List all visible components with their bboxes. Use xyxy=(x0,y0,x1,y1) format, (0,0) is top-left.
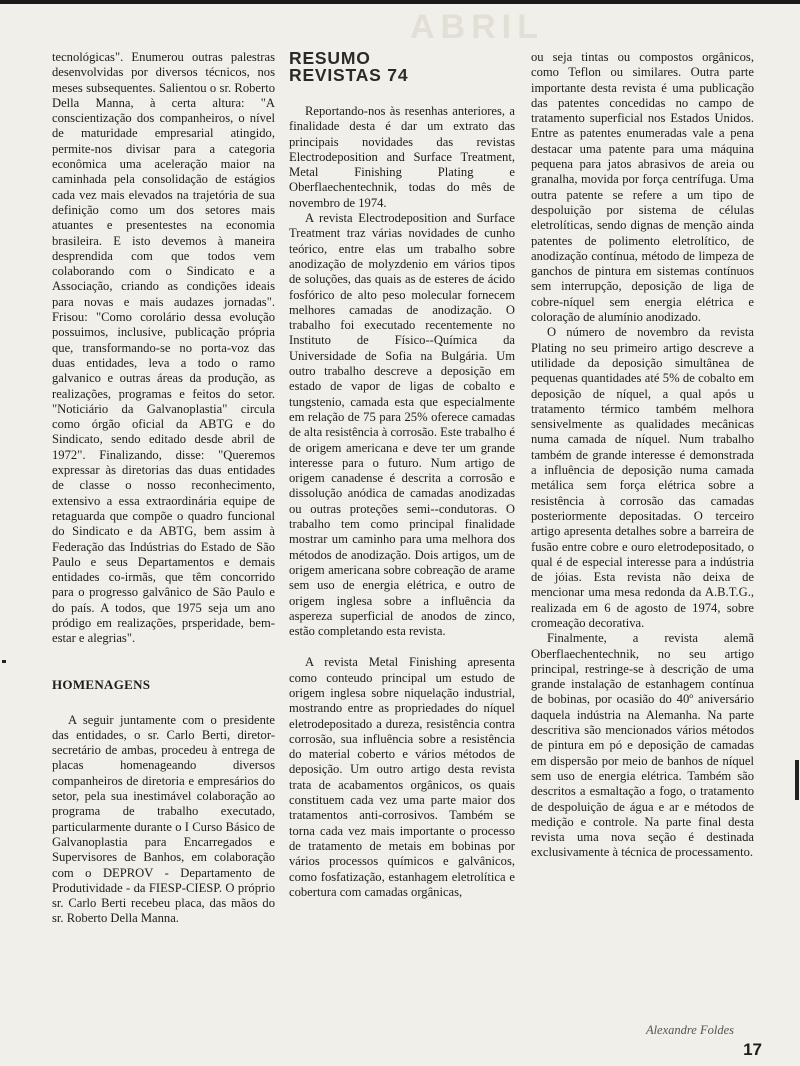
paragraph-metal-finishing: A revista Metal Finishing apresenta como conteudo principal um estudo de origem inglesa sobre niquelação industrial, mostrando entre as propriedades do níquel eletrodepositado a dureza, resistência contra corrosão, sua influência sobre a resistência do material coberto e vários métodos de deposição. Um outro artigo desta revista trata de acabamentos orgânicos, os quais constituem cada vez uma parte maior dos tratamentos anti-corrosivos. Também se torna cada vez mais importante o processo de tratamento de metais em bobinas por vários processos químicos e galvânicos, como fosfatização, estanhagem eletrolítica e cobertura com camadas orgânicas, xyxy=(289,655,515,899)
paragraph-plating: O número de novembro da revista Plating no seu primeiro artigo descreve a utilidade da deposição simultânea de pequenas quantidades até 5% de cobalto em deposição de níquel, a qual após u tratamento térmico também melhora sensivelmente as qualidades mecânicas numa camada de níquel. Num trabalho também de grande interesse é demonstrada a influência de deposição numa camada metálica sem força elétrica sobre a resistência à corrosão das camadas posteriormente depositadas. O terceiro artigo apresenta detalhes sobre a barreira de fusão entre cobre e ouro eletrodepositado, o qual é de especial interesse para a indústria de jóias. Esta revista não deixa de mencionar uma mesa redonda da A.B.T.G., realizada em 6 de agosto de 1974, sobre cromeação decorativa. xyxy=(531,325,754,630)
paragraph-patents: ou seja tintas ou compostos orgânicos, como Teflon ou similares. Outra parte importante desta revista é uma publicação das patentes concedidas no campo de tratamento superficial nos Estados Unidos. Entre as patentes enumeradas vale a pena destacar uma patente para uma máquina pequena para jatos abrasivos de areia ou granalha, movida por força centrífuga. Uma outra patente se refere a um tipo de despoluição por sistema de células eletrolíticas, sendo dignas de menção ainda patentes de polimento eletrolítico, de anodização contínua, método de limpeza de ganchos de pintura em sistemas contínuos sem interrupção, deposição de liga de cobre-níquel sem energia elétrica e coloração de alumínio anodizado. xyxy=(531,50,754,325)
paragraph-electrodeposition: A revista Electrodeposition and Surface Treatment traz várias novidades de cunho teórico, entre elas um trabalho sobre anodização de molyzdenio em vários tipos de soluções, das quais as de esteres de ácido fosfórico de alto peso molecular fornecem melhores camadas de anodização. O trabalho foi executado recentemente no Instituto de Físico--Química da Universidade de Sofia na Bulgária. Um outro trabalho descreve a deposição em estado de vapor de ligas de cobalto e tungstenio, camada esta que especialmente em relação de 75 para 25% oferece camadas de alta resistência à corrosão. Este trabalho é de origem americana e deve ter um grande interesse para o futuro. Num artigo de origem canadense é descrita a corrosão e dissolução anódica de camadas anodizadas ou outras proteções semi--condutoras. O trabalho tem como principal finalidade mostrar um caminho para uma melhora dos métodos de anodização. Dois artigos, um de origem americana sobre cobreação de arame sem uso de energia elétrica, e outro de origem inglesa sobre a influência da aspereza superficial de anodos de zinco, estão completando esta revista. xyxy=(289,211,515,639)
paragraph-intro: Reportando-nos às resenhas anteriores, a finalidade desta é dar um extrato das principais novidades das revistas Electrodeposition and Surface Treatment, Metal Finishing Plating e Oberflaechentechnik, todas do mês de novembro de 1974. xyxy=(289,104,515,210)
column-middle xyxy=(289,50,515,900)
section-heading-homenagens: HOMENAGENS xyxy=(52,676,151,692)
page-number: 17 xyxy=(743,1040,762,1059)
article-title xyxy=(289,50,515,84)
top-border xyxy=(0,0,800,4)
scan-edge-mark xyxy=(795,760,799,800)
paragraph-closing-speech: tecnológicas". Enumerou outras palestras desenvolvidas por diversos técnicos, nos meses subsequentes. Salientou o sr. Roberto Della Manna, à certa altura: "A conscientização dos companheiros, o nível de maturidade empresarial atingido, permite-nos divisar para a categoria econômica uma aceleração maior na caminhada pela consolidação de estágios cada vez mais elevados na trajetória de sua definição como um dos setores mais atuantes e presentestes na economia brasileira. E isto devemos à maneira desprendida com que todos vem colaborando com o Sindicato e a Associação, criando as condições ideais para novas e mais audazes jornadas". Frisou: "Como corolário dessa evolução possuimos, inclusive, publicação própria que, transformando-se no porta-voz das duas entidades, leva a todo o ramo galvanico e outras áreas da produção, as realizações, programas e feitos do setor. "Noticiário da Galvanoplastia" circula como órgão oficial da ABTG e do Sindicato, sendo editado desde abril de 1972". Finalizando, disse: "Queremos expressar às diretorias das duas entidades de classe o nosso reconhecimento, extensivo a essa extraordinária equipe de retaguarda que compõe o quadro funcional do Sindicato e da ABTG, bem assim à Federação das Indústrias do Estado de São Paulo e seus Departamentos e demais entidades co-irmãs, que têm concorrido para o progresso galvânico de São Paulo e do país. A todos, que 1975 seja um ano pródigo em realizações, prsperidade, bem-estar e alegrias". xyxy=(52,50,275,646)
scan-mark xyxy=(2,660,6,663)
author-signature: Alexandre Foldes xyxy=(645,1023,734,1037)
title-line-1: RESUMO xyxy=(289,48,371,68)
column-left xyxy=(52,50,275,927)
show-through-heading: ABRIL xyxy=(410,8,544,46)
column-right xyxy=(531,50,754,861)
title-line-2: REVISTAS 74 xyxy=(289,65,409,85)
paragraph-oberflaechentechnik: Finalmente, a revista alemã Oberflaechentechnik, no seu artigo principal, restringe-se à descrição de uma grande instalação de estanhagem contínua de bobinas, por ocasião do 40º aniversário daquela indústria na Alemanha. Na parte descritiva são mencionados vários métodos de pintura em pó e deposição de camadas em dispersão por meio de banhos de níquel sem uso de energia elétrica. Também são descritos a esmaltação a fogo, o tratamento de despoluição de água e ar e métodos de medição e controle. Na parte final desta revista uma nova seção é destinada exclusivamente à técnica de processamento. xyxy=(531,631,754,860)
paragraph-homenagens: A seguir juntamente com o presidente das entidades, o sr. Carlo Berti, diretor-secretário de ambas, procedeu à entrega de placas homenageando diversos companheiros de diretoria e empresários do setor, pela sua inestimável colaboração ao programa de trabalho executado, particularmente durante o I Curso Básico de Galvanoplastia para Encarregados e Supervisores de Banhos, em colaboração com o DEPROV - Departamento de Produtividade - da FIESP-CIESP. O próprio sr. Carlo Berti recebeu placa, das mãos do sr. Roberto Della Manna. xyxy=(52,712,275,926)
